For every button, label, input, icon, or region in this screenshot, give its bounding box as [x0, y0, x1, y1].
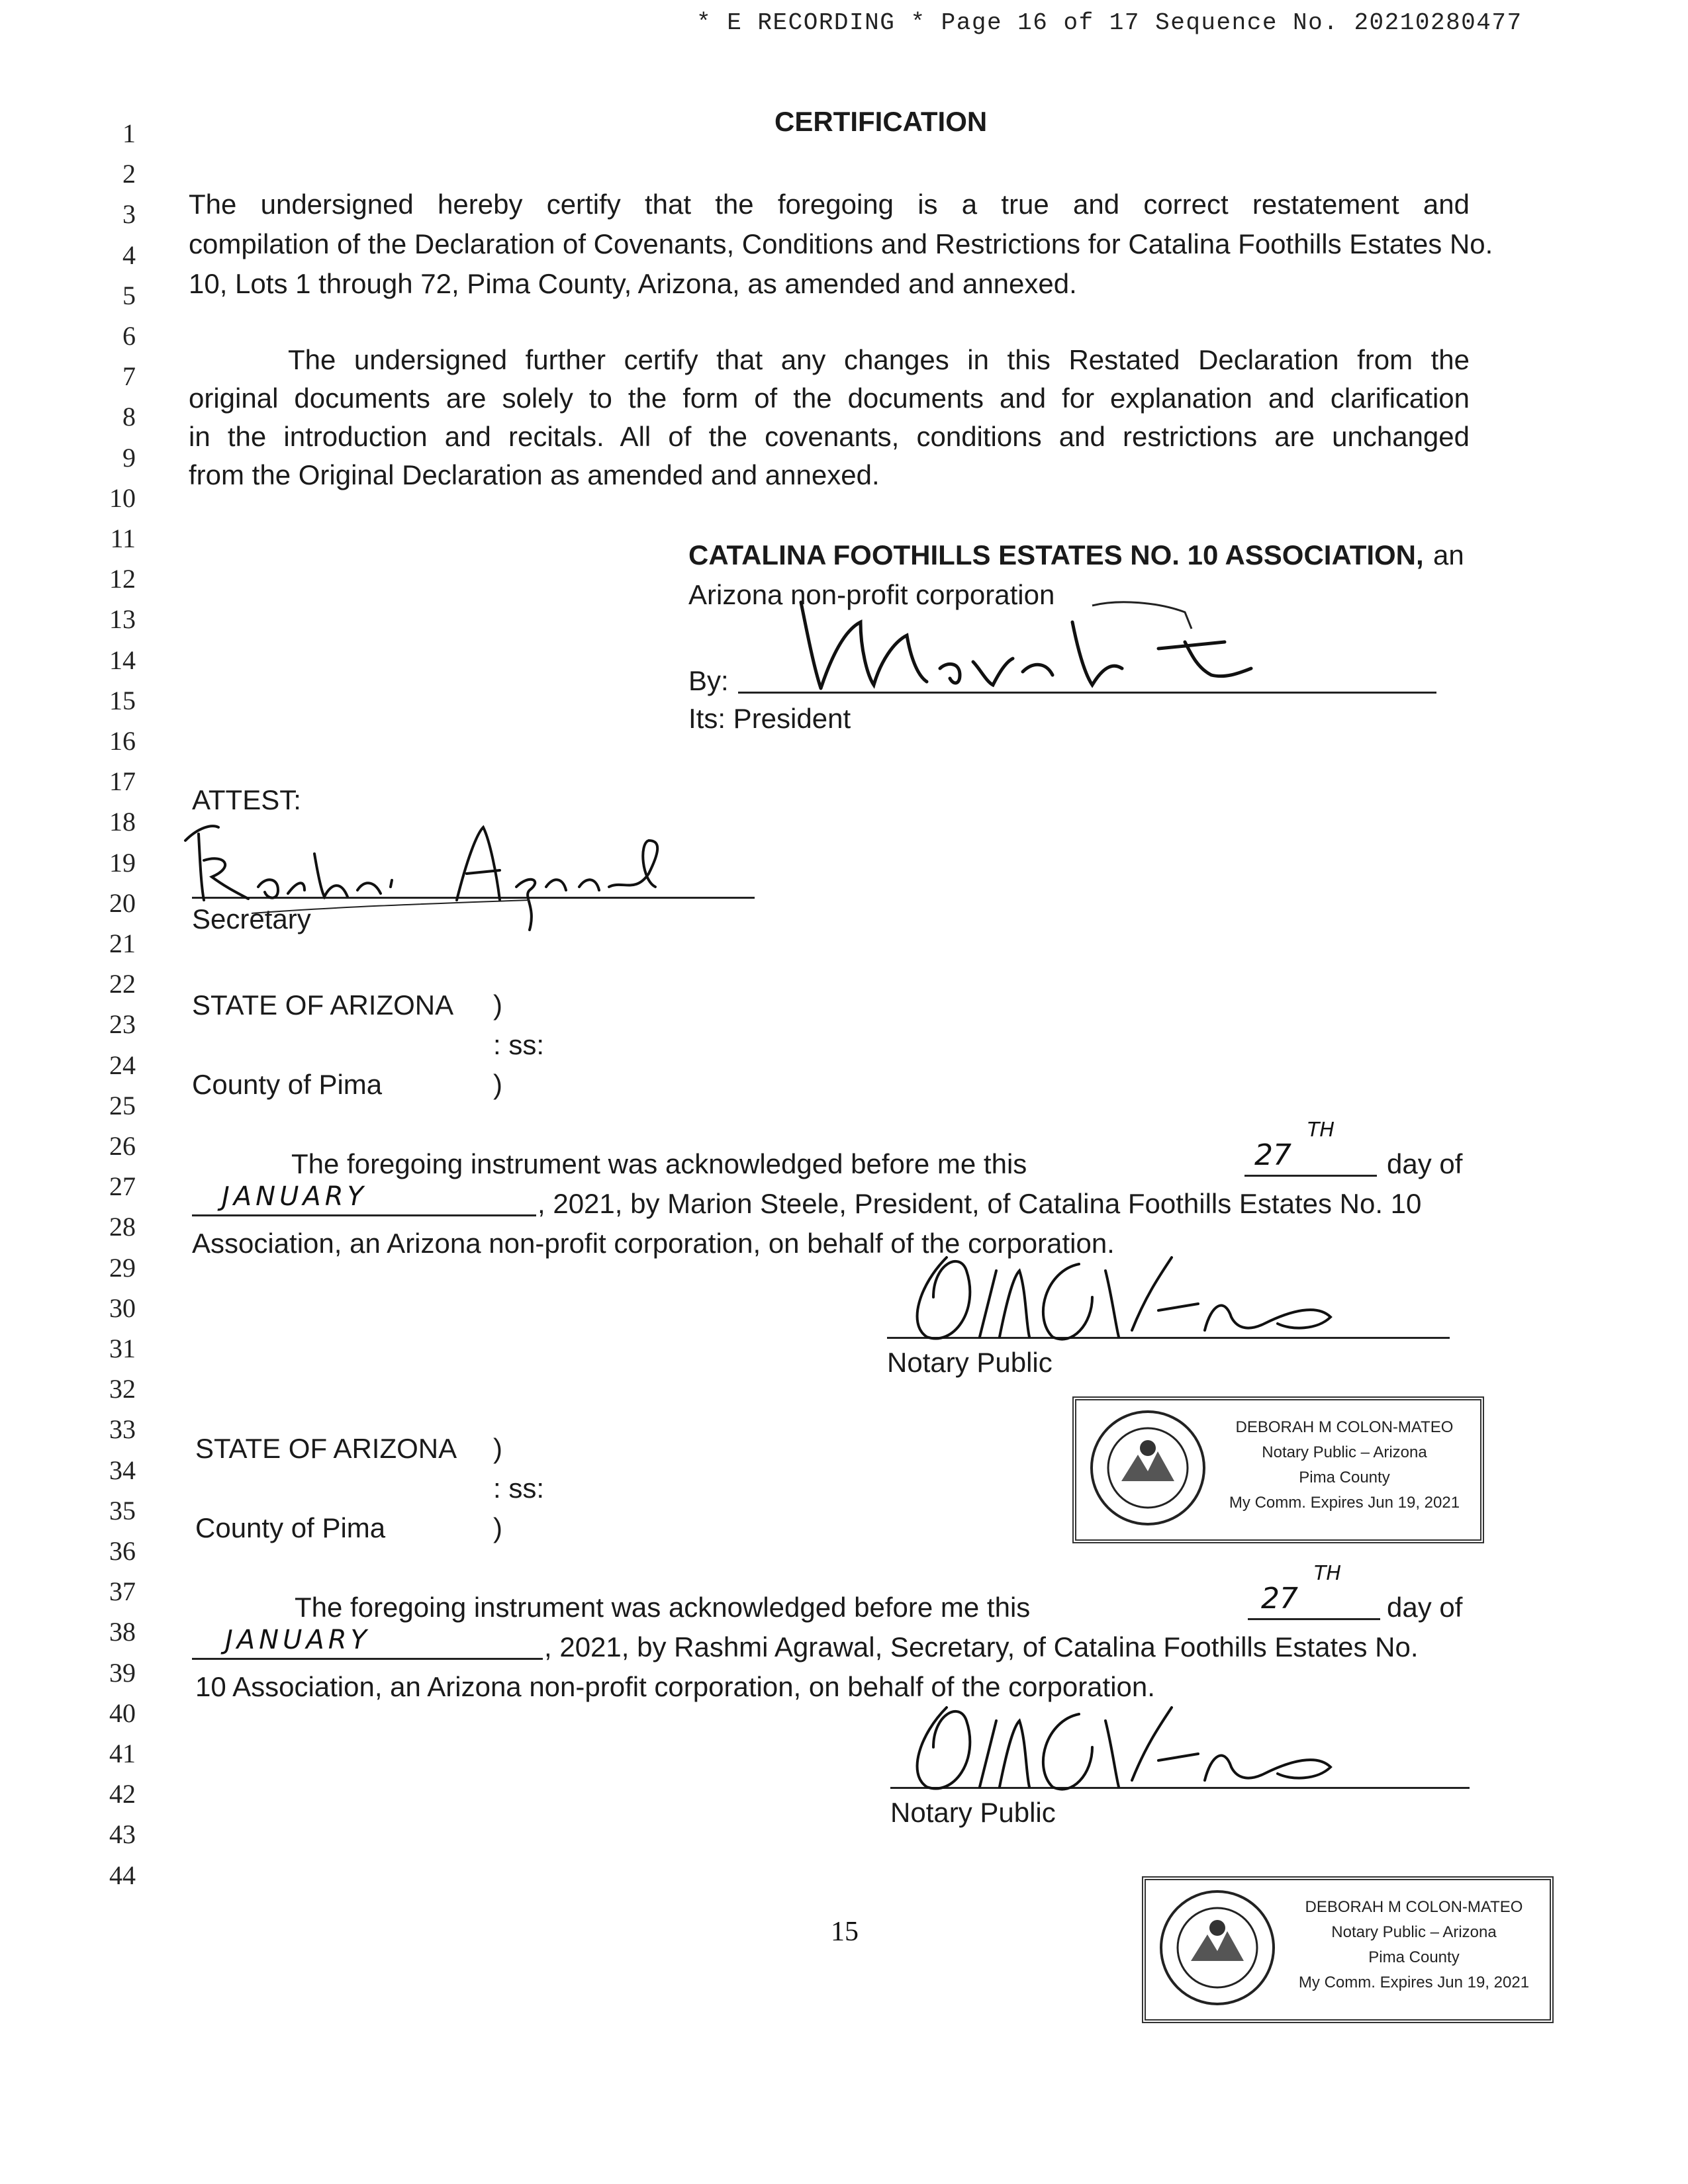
- line-number: 17: [109, 766, 136, 796]
- ack2-paren-close: ): [493, 1512, 502, 1543]
- para1-line3: 10, Lots 1 through 72, Pima County, Arizona, as amended and annexed.: [189, 268, 1077, 299]
- line-number: 34: [109, 1455, 136, 1485]
- its-title: Its: President: [688, 703, 851, 734]
- ack2-ss: : ss:: [493, 1473, 545, 1504]
- line-number: 6: [122, 321, 136, 351]
- seal1-name: DEBORAH M COLON-MATEO: [1235, 1418, 1454, 1436]
- ack2-day-line: [1248, 1618, 1380, 1620]
- line-number: 1: [122, 118, 136, 148]
- ack1-paren-open: ): [493, 989, 502, 1021]
- ack1-month-line: [192, 1214, 536, 1216]
- line-number: 42: [109, 1779, 136, 1809]
- state-seal-icon: [1088, 1408, 1207, 1527]
- page-number: 15: [831, 1917, 859, 1947]
- line-number: 26: [109, 1131, 136, 1161]
- para2-line3: in the introduction and recitals. All of the covenants, conditions and restrictions are unchanged: [189, 421, 1470, 452]
- recording-header: * E RECORDING * Page 16 of 17 Sequence No. 20210280477: [696, 9, 1523, 36]
- ack2-line1-text: The foregoing instrument was acknowledged before me this: [295, 1592, 1031, 1623]
- ack1-line2: , 2021, by Marion Steele, President, of Catalina Foothills Estates No. 10: [538, 1188, 1422, 1219]
- line-number: 30: [109, 1293, 136, 1323]
- line-number: 12: [109, 564, 136, 594]
- line-number: 7: [122, 361, 136, 391]
- line-number: 4: [122, 240, 136, 270]
- line-number: 20: [109, 888, 136, 918]
- line-number: 44: [109, 1860, 136, 1890]
- line-number: 5: [122, 281, 136, 310]
- seal2-title: Notary Public – Arizona: [1331, 1923, 1497, 1941]
- line-number: 39: [109, 1658, 136, 1688]
- line-number: 23: [109, 1009, 136, 1039]
- association-an: an: [1433, 539, 1464, 570]
- notary-seal-1: [1072, 1396, 1484, 1543]
- ack2-county: County of Pima: [195, 1512, 386, 1543]
- ack1-ordinal-handwritten: TH: [1307, 1118, 1335, 1142]
- notary2-signature: [894, 1681, 1357, 1813]
- line-number: 43: [109, 1819, 136, 1849]
- line-number: 36: [109, 1536, 136, 1566]
- ack1-state: STATE OF ARIZONA: [192, 989, 454, 1021]
- ack2-line1-end: day of: [1387, 1592, 1463, 1623]
- seal2-county: Pima County: [1368, 1948, 1460, 1966]
- line-number: 27: [109, 1171, 136, 1201]
- line-number: 33: [109, 1414, 136, 1444]
- seal1-expires: My Comm. Expires Jun 19, 2021: [1229, 1494, 1460, 1512]
- line-number: 37: [109, 1576, 136, 1606]
- line-number: 3: [122, 199, 136, 229]
- secretary-signature: [172, 814, 688, 946]
- association-name: CATALINA FOOTHILLS ESTATES NO. 10 ASSOCIATION,: [688, 539, 1424, 570]
- line-number: 15: [109, 686, 136, 715]
- ack2-state: STATE OF ARIZONA: [195, 1433, 457, 1464]
- line-number: 9: [122, 443, 136, 473]
- line-number: 25: [109, 1091, 136, 1120]
- line-number: 31: [109, 1334, 136, 1363]
- ack2-paren-open: ): [493, 1433, 502, 1464]
- ack1-line3: Association, an Arizona non-profit corporation, on behalf of the corporation.: [192, 1228, 1115, 1259]
- line-number: 16: [109, 726, 136, 756]
- seal2-name: DEBORAH M COLON-MATEO: [1305, 1898, 1523, 1916]
- line-number: 18: [109, 807, 136, 837]
- line-number: 35: [109, 1496, 136, 1525]
- seal2-expires: My Comm. Expires Jun 19, 2021: [1298, 1974, 1530, 1991]
- line-number: 19: [109, 848, 136, 878]
- ack2-month-line: [192, 1658, 543, 1660]
- by-label: By:: [688, 665, 729, 696]
- line-number: 13: [109, 604, 136, 634]
- ack1-month-handwritten: JANUARY: [222, 1181, 367, 1212]
- ack1-day-line: [1244, 1175, 1377, 1177]
- line-number: 32: [109, 1374, 136, 1404]
- page-title: CERTIFICATION: [774, 106, 988, 137]
- notary-seal-2: [1142, 1876, 1554, 2023]
- ack1-county: County of Pima: [192, 1069, 383, 1100]
- ack2-line3: 10 Association, an Arizona non-profit corporation, on behalf of the corporation.: [195, 1671, 1155, 1702]
- ack1-line1-text: The foregoing instrument was acknowledged before me this: [291, 1148, 1027, 1179]
- line-number: 21: [109, 929, 136, 958]
- line-number: 29: [109, 1253, 136, 1283]
- line-number: 10: [109, 483, 136, 513]
- ack1-day-handwritten: 27: [1254, 1138, 1291, 1172]
- seal1-county: Pima County: [1299, 1469, 1390, 1486]
- line-number: 2: [122, 159, 136, 189]
- ack1-paren-close: ): [493, 1069, 502, 1100]
- ack2-month-handwritten: JANUARY: [225, 1625, 371, 1655]
- para2-line4: from the Original Declaration as amended and annexed.: [189, 459, 880, 490]
- line-number: 28: [109, 1212, 136, 1242]
- ack2-line2: , 2021, by Rashmi Agrawal, Secretary, of Catalina Foothills Estates No.: [544, 1631, 1419, 1662]
- secretary-label: Secretary: [192, 903, 311, 934]
- line-number: 24: [109, 1050, 136, 1080]
- association-corporation-type: Arizona non-profit corporation: [688, 579, 1055, 610]
- notary1-signature: [894, 1231, 1357, 1363]
- line-number: 8: [122, 402, 136, 432]
- ack1-ss: : ss:: [493, 1029, 545, 1060]
- state-seal-icon: [1158, 1888, 1277, 2007]
- line-number: 41: [109, 1739, 136, 1768]
- para1-line2: compilation of the Declaration of Covenants, Conditions and Restrictions for Catalina Foothills Estates No.: [189, 228, 1493, 259]
- ack2-day-handwritten: 27: [1261, 1582, 1298, 1615]
- line-number: 11: [110, 523, 136, 553]
- ack1-line1-end: day of: [1387, 1148, 1463, 1179]
- president-signature: [761, 596, 1264, 695]
- para2-line1: The undersigned further certify that any changes in this Restated Declaration from the: [288, 344, 1470, 375]
- para2-line2: original documents are solely to the form of the documents and for explanation and clarification: [189, 383, 1470, 414]
- para1-line1: The undersigned hereby certify that the foregoing is a true and correct restatement and: [189, 189, 1470, 220]
- line-number: 14: [109, 645, 136, 675]
- line-number: 22: [109, 969, 136, 999]
- seal1-title: Notary Public – Arizona: [1262, 1443, 1427, 1461]
- attest-label: ATTEST:: [192, 784, 301, 815]
- notary2-label: Notary Public: [890, 1797, 1056, 1828]
- line-number: 38: [109, 1617, 136, 1647]
- line-number: 40: [109, 1698, 136, 1728]
- ack2-ordinal-handwritten: TH: [1314, 1562, 1341, 1585]
- notary1-label: Notary Public: [887, 1347, 1053, 1378]
